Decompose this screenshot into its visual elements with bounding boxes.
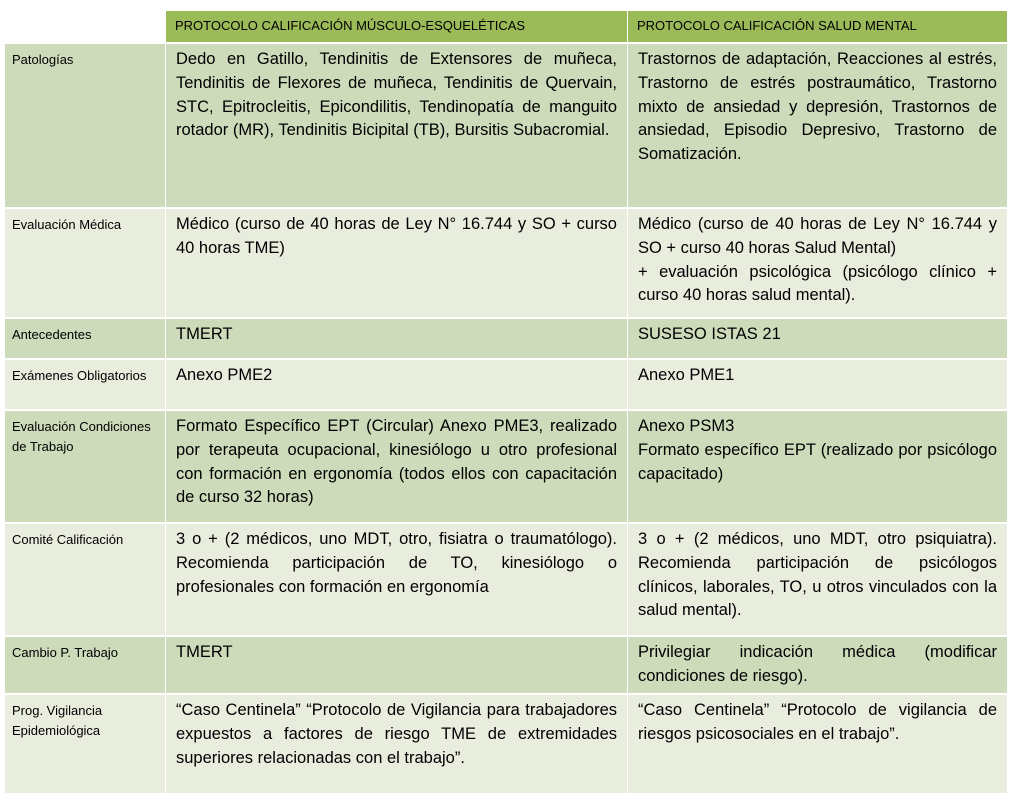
header-corner-cell — [5, 11, 166, 44]
table-row-cambio-trabajo — [5, 636, 1008, 694]
header-musculo-esqueleticas: PROTOCOLO CALIFICACIÓN MÚSCULO-ESQUELÉTICAS — [166, 11, 628, 44]
row-label-patologias: Patologías — [5, 43, 166, 208]
cell-cambio-mental: Privilegiar indicación médica (modificar condiciones de riesgo). — [628, 636, 1008, 694]
cell-examenes-musculo: Anexo PME2 — [166, 359, 628, 410]
row-label-comite: Comité Calificación — [5, 523, 166, 636]
cell-patologias-mental: Trastornos de adaptación, Reacciones al estrés, Trastorno de estrés postraumático, Trastorno mixto de ansiedad y depresión, Trastornos de ansiedad, Episodio Depresivo, Trastorno de Somatización. — [628, 43, 1008, 208]
row-label-antecedentes: Antecedentes — [5, 318, 166, 359]
table-row-antecedentes — [5, 318, 1008, 359]
row-label-cambio-trabajo: Cambio P. Trabajo — [5, 636, 166, 694]
cell-condiciones-musculo: Formato Específico EPT (Circular) Anexo PME3, realizado por terapeuta ocupacional, kinesiólogo u otro profesional con formación en ergonomía (todos ellos con capacitación de curso 32 horas) — [166, 410, 628, 523]
cell-patologias-musculo: Dedo en Gatillo, Tendinitis de Extensores de muñeca, Tendinitis de Flexores de muñeca, Tendinitis de Quervain, STC, Epitrocleitis, Epicondilitis, Tendinopatía de manguito rotador (MR), Tendinitis Bicipital (TB), Bursitis Subacromial. — [166, 43, 628, 208]
row-label-examenes: Exámenes Obligatorios — [5, 359, 166, 410]
evaluacion-medica-mental-line-2: + evaluación psicológica (psicólogo clínico + curso 40 horas salud mental). — [638, 262, 997, 305]
table-row-evaluacion-medica — [5, 208, 1008, 318]
cell-comite-musculo: 3 o + (2 médicos, uno MDT, otro, fisiatra o traumatólogo). Recomienda participación de TO, kinesiólogo o profesionales con formación en ergonomía — [166, 523, 628, 636]
cell-antecedentes-mental: SUSESO ISTAS 21 — [628, 318, 1008, 359]
cell-evaluacion-medica-musculo: Médico (curso de 40 horas de Ley N° 16.744 y SO + curso 40 horas TME) — [166, 208, 628, 318]
condiciones-mental-line-1: Anexo PSM3 — [638, 417, 735, 435]
table-row-examenes — [5, 359, 1008, 410]
header-row — [5, 11, 1008, 44]
cell-examenes-mental: Anexo PME1 — [628, 359, 1008, 410]
cell-evaluacion-medica-mental — [628, 208, 1008, 318]
cell-vigilancia-mental: “Caso Centinela” “Protocolo de vigilancia de riesgos psicosociales en el trabajo”. — [628, 694, 1008, 794]
cell-vigilancia-musculo: “Caso Centinela” “Protocolo de Vigilancia para trabajadores expuestos a factores de riesgo TME de extremidades superiores relacionadas con el trabajo”. — [166, 694, 628, 794]
cell-cambio-musculo: TMERT — [166, 636, 628, 694]
header-salud-mental: PROTOCOLO CALIFICACIÓN SALUD MENTAL — [628, 11, 1008, 44]
row-label-condiciones-trabajo: Evaluación Condiciones de Trabajo — [5, 410, 166, 523]
table-row-patologias — [5, 43, 1008, 208]
row-label-evaluacion-medica: Evaluación Médica — [5, 208, 166, 318]
table-row-comite — [5, 523, 1008, 636]
table-row-condiciones-trabajo — [5, 410, 1008, 523]
evaluacion-medica-mental-line-1: Médico (curso de 40 horas de Ley N° 16.744 y SO + curso 40 horas Salud Mental) — [638, 215, 997, 257]
table-row-vigilancia — [5, 694, 1008, 794]
condiciones-mental-line-2: Formato específico EPT (realizado por psicólogo capacitado) — [638, 440, 997, 483]
cell-condiciones-mental — [628, 410, 1008, 523]
cell-comite-mental: 3 o + (2 médicos, uno MDT, otro psiquiatra). Recomienda participación de psicólogos clínicos, laborales, TO, u otros vinculados con la salud mental). — [628, 523, 1008, 636]
row-label-vigilancia: Prog. Vigilancia Epidemiológica — [5, 694, 166, 794]
cell-antecedentes-musculo: TMERT — [166, 318, 628, 359]
comparison-table — [4, 10, 1008, 795]
